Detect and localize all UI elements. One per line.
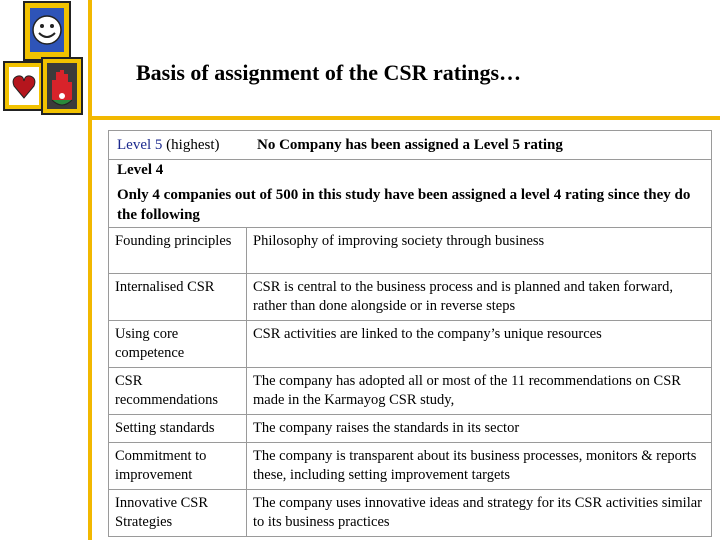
criteria-description: The company is transparent about its business processes, monitors & reports these, including setting improvement targets <box>247 443 712 490</box>
criteria-description: The company raises the standards in its sector <box>247 415 712 443</box>
table-row <box>109 228 712 274</box>
accent-horizontal-rule <box>88 116 720 120</box>
table-row <box>109 443 712 490</box>
criteria-name: Setting standards <box>109 415 247 443</box>
criteria-name: CSR recommendations <box>109 368 247 415</box>
accent-vertical-rule <box>88 0 92 540</box>
criteria-name: Using core competence <box>109 321 247 368</box>
criteria-name: Internalised CSR <box>109 274 247 321</box>
level5-message: No Company has been assigned a Level 5 rating <box>257 137 563 153</box>
logo-blocks-icon <box>0 0 90 120</box>
level5-qualifier: (highest) <box>166 137 220 153</box>
table-row <box>109 368 712 415</box>
level4-description: Only 4 companies out of 500 in this study have been assigned a level 4 rating since they do the following <box>117 187 691 223</box>
criteria-description: CSR is central to the business process and is planned and taken forward, rather than done alongside or in reverse steps <box>247 274 712 321</box>
criteria-table <box>108 227 712 537</box>
table-row <box>109 321 712 368</box>
criteria-description: Philosophy of improving society through business <box>247 228 712 274</box>
criteria-description: The company uses innovative ideas and strategy for its CSR activities similar to its business practices <box>247 490 712 537</box>
criteria-name: Founding principles <box>109 228 247 274</box>
criteria-description: CSR activities are linked to the company’s unique resources <box>247 321 712 368</box>
level4-label: Level 4 <box>117 162 164 178</box>
criteria-description: The company has adopted all or most of the 11 recommendations on CSR made in the Karmayog CSR study, <box>247 368 712 415</box>
page-title: Basis of assignment of the CSR ratings… <box>136 60 522 85</box>
table-row <box>109 415 712 443</box>
level5-row <box>108 130 712 160</box>
level5-label: Level 5 <box>117 137 163 153</box>
criteria-name: Commitment to improvement <box>109 443 247 490</box>
table-row <box>109 274 712 321</box>
table-row <box>109 490 712 537</box>
level5-label-group <box>117 137 219 154</box>
level4-row <box>108 160 712 228</box>
criteria-name: Innovative CSR Strategies <box>109 490 247 537</box>
